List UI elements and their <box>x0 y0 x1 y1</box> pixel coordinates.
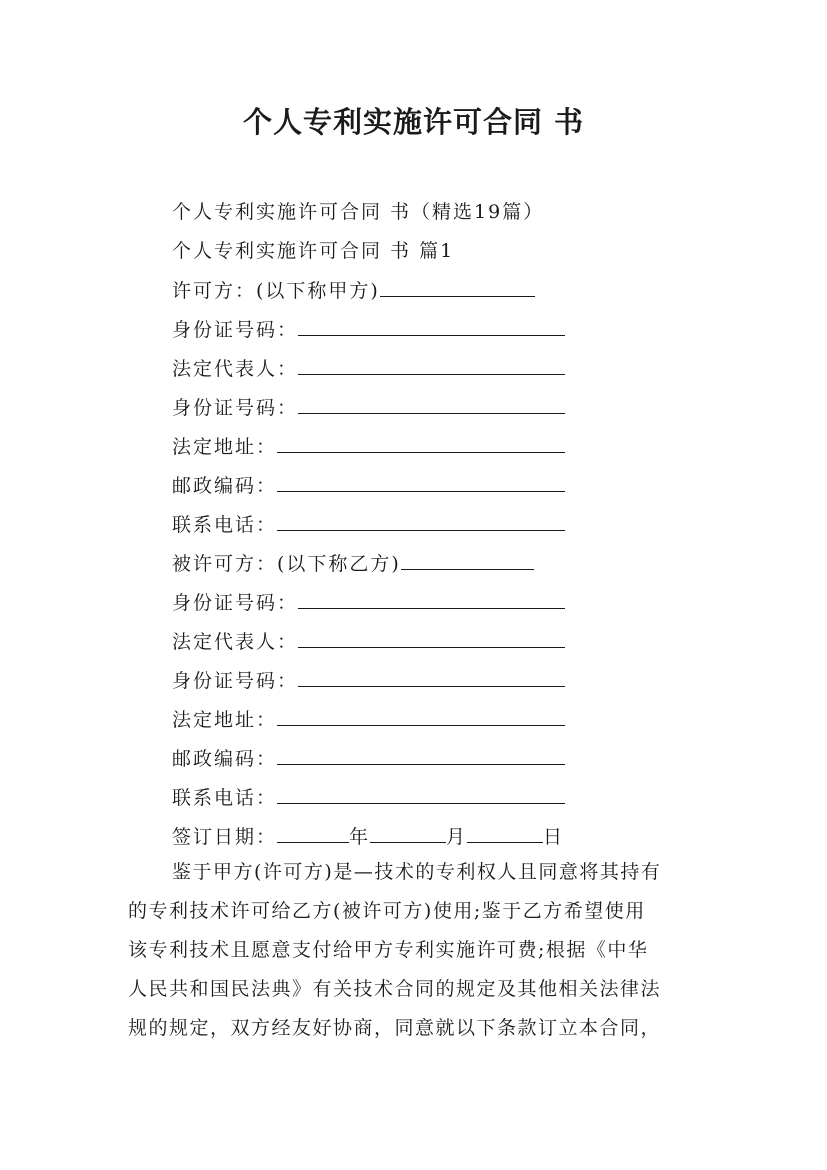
body-line: 规的规定，双方经友好协商，同意就以下条款订立本合同， <box>128 1017 662 1039</box>
field-label: 法定地址： <box>172 709 278 731</box>
signing-date-row <box>172 824 564 849</box>
licensee-heading: 被许可方：(以下称乙方) <box>172 553 401 575</box>
month-blank <box>370 824 446 843</box>
document-title: 个人专利实施许可合同 书 <box>242 105 585 139</box>
licensee-field-row <box>172 707 565 732</box>
body-line: 该专利技术且愿意支付给甲方专利实施许可费;根据《中华 <box>128 939 649 961</box>
field-blank <box>277 707 565 726</box>
licensor-heading-row <box>172 278 535 303</box>
body-line: 的专利技术许可给乙方(被许可方)使用;鉴于乙方希望使用 <box>128 900 646 922</box>
field-label: 邮政编码： <box>172 748 278 770</box>
body-line: 鉴于甲方(许可方)是—技术的专利权人且同意将其持有 <box>172 861 662 883</box>
field-blank <box>298 590 565 609</box>
year-label: 年 <box>349 826 371 848</box>
signing-date-label: 签订日期： <box>172 826 278 848</box>
licensee-field-row <box>172 629 565 654</box>
field-label: 法定代表人： <box>172 358 299 380</box>
field-blank <box>277 746 565 765</box>
field-label: 身份证号码： <box>172 670 299 692</box>
field-label: 联系电话： <box>172 787 278 809</box>
field-label: 身份证号码： <box>172 319 299 341</box>
licensor-name-blank <box>380 278 535 297</box>
day-blank <box>467 824 543 843</box>
section-heading: 个人专利实施许可合同 书 篇1 <box>172 240 455 262</box>
document-subtitle: 个人专利实施许可合同 书（精选19篇） <box>172 201 545 223</box>
field-label: 身份证号码： <box>172 592 299 614</box>
field-blank <box>277 473 565 492</box>
licensee-field-row <box>172 668 565 693</box>
field-blank <box>298 629 565 648</box>
field-blank <box>298 395 565 414</box>
licensor-field-row <box>172 512 565 537</box>
field-label: 联系电话： <box>172 514 278 536</box>
field-blank <box>277 785 565 804</box>
field-label: 法定地址： <box>172 436 278 458</box>
field-blank <box>298 356 565 375</box>
field-label: 身份证号码： <box>172 397 299 419</box>
day-label: 日 <box>543 826 565 848</box>
body-line: 人民共和国民法典》有关技术合同的规定及其他相关法律法 <box>128 978 662 1000</box>
licensor-field-row <box>172 356 565 381</box>
field-blank <box>298 317 565 336</box>
field-blank <box>277 512 565 531</box>
field-label: 邮政编码： <box>172 475 278 497</box>
licensee-field-row <box>172 590 565 615</box>
licensee-field-row <box>172 785 565 810</box>
licensor-field-row <box>172 473 565 498</box>
month-label: 月 <box>446 826 468 848</box>
field-blank <box>277 434 565 453</box>
licensee-name-blank <box>401 551 534 570</box>
year-blank <box>277 824 349 843</box>
field-blank <box>298 668 565 687</box>
licensor-heading: 许可方：(以下称甲方) <box>172 280 380 302</box>
licensee-heading-row <box>172 551 534 576</box>
field-label: 法定代表人： <box>172 631 299 653</box>
licensor-field-row <box>172 395 565 420</box>
licensor-field-row <box>172 317 565 342</box>
licensor-field-row <box>172 434 565 459</box>
licensee-field-row <box>172 746 565 771</box>
